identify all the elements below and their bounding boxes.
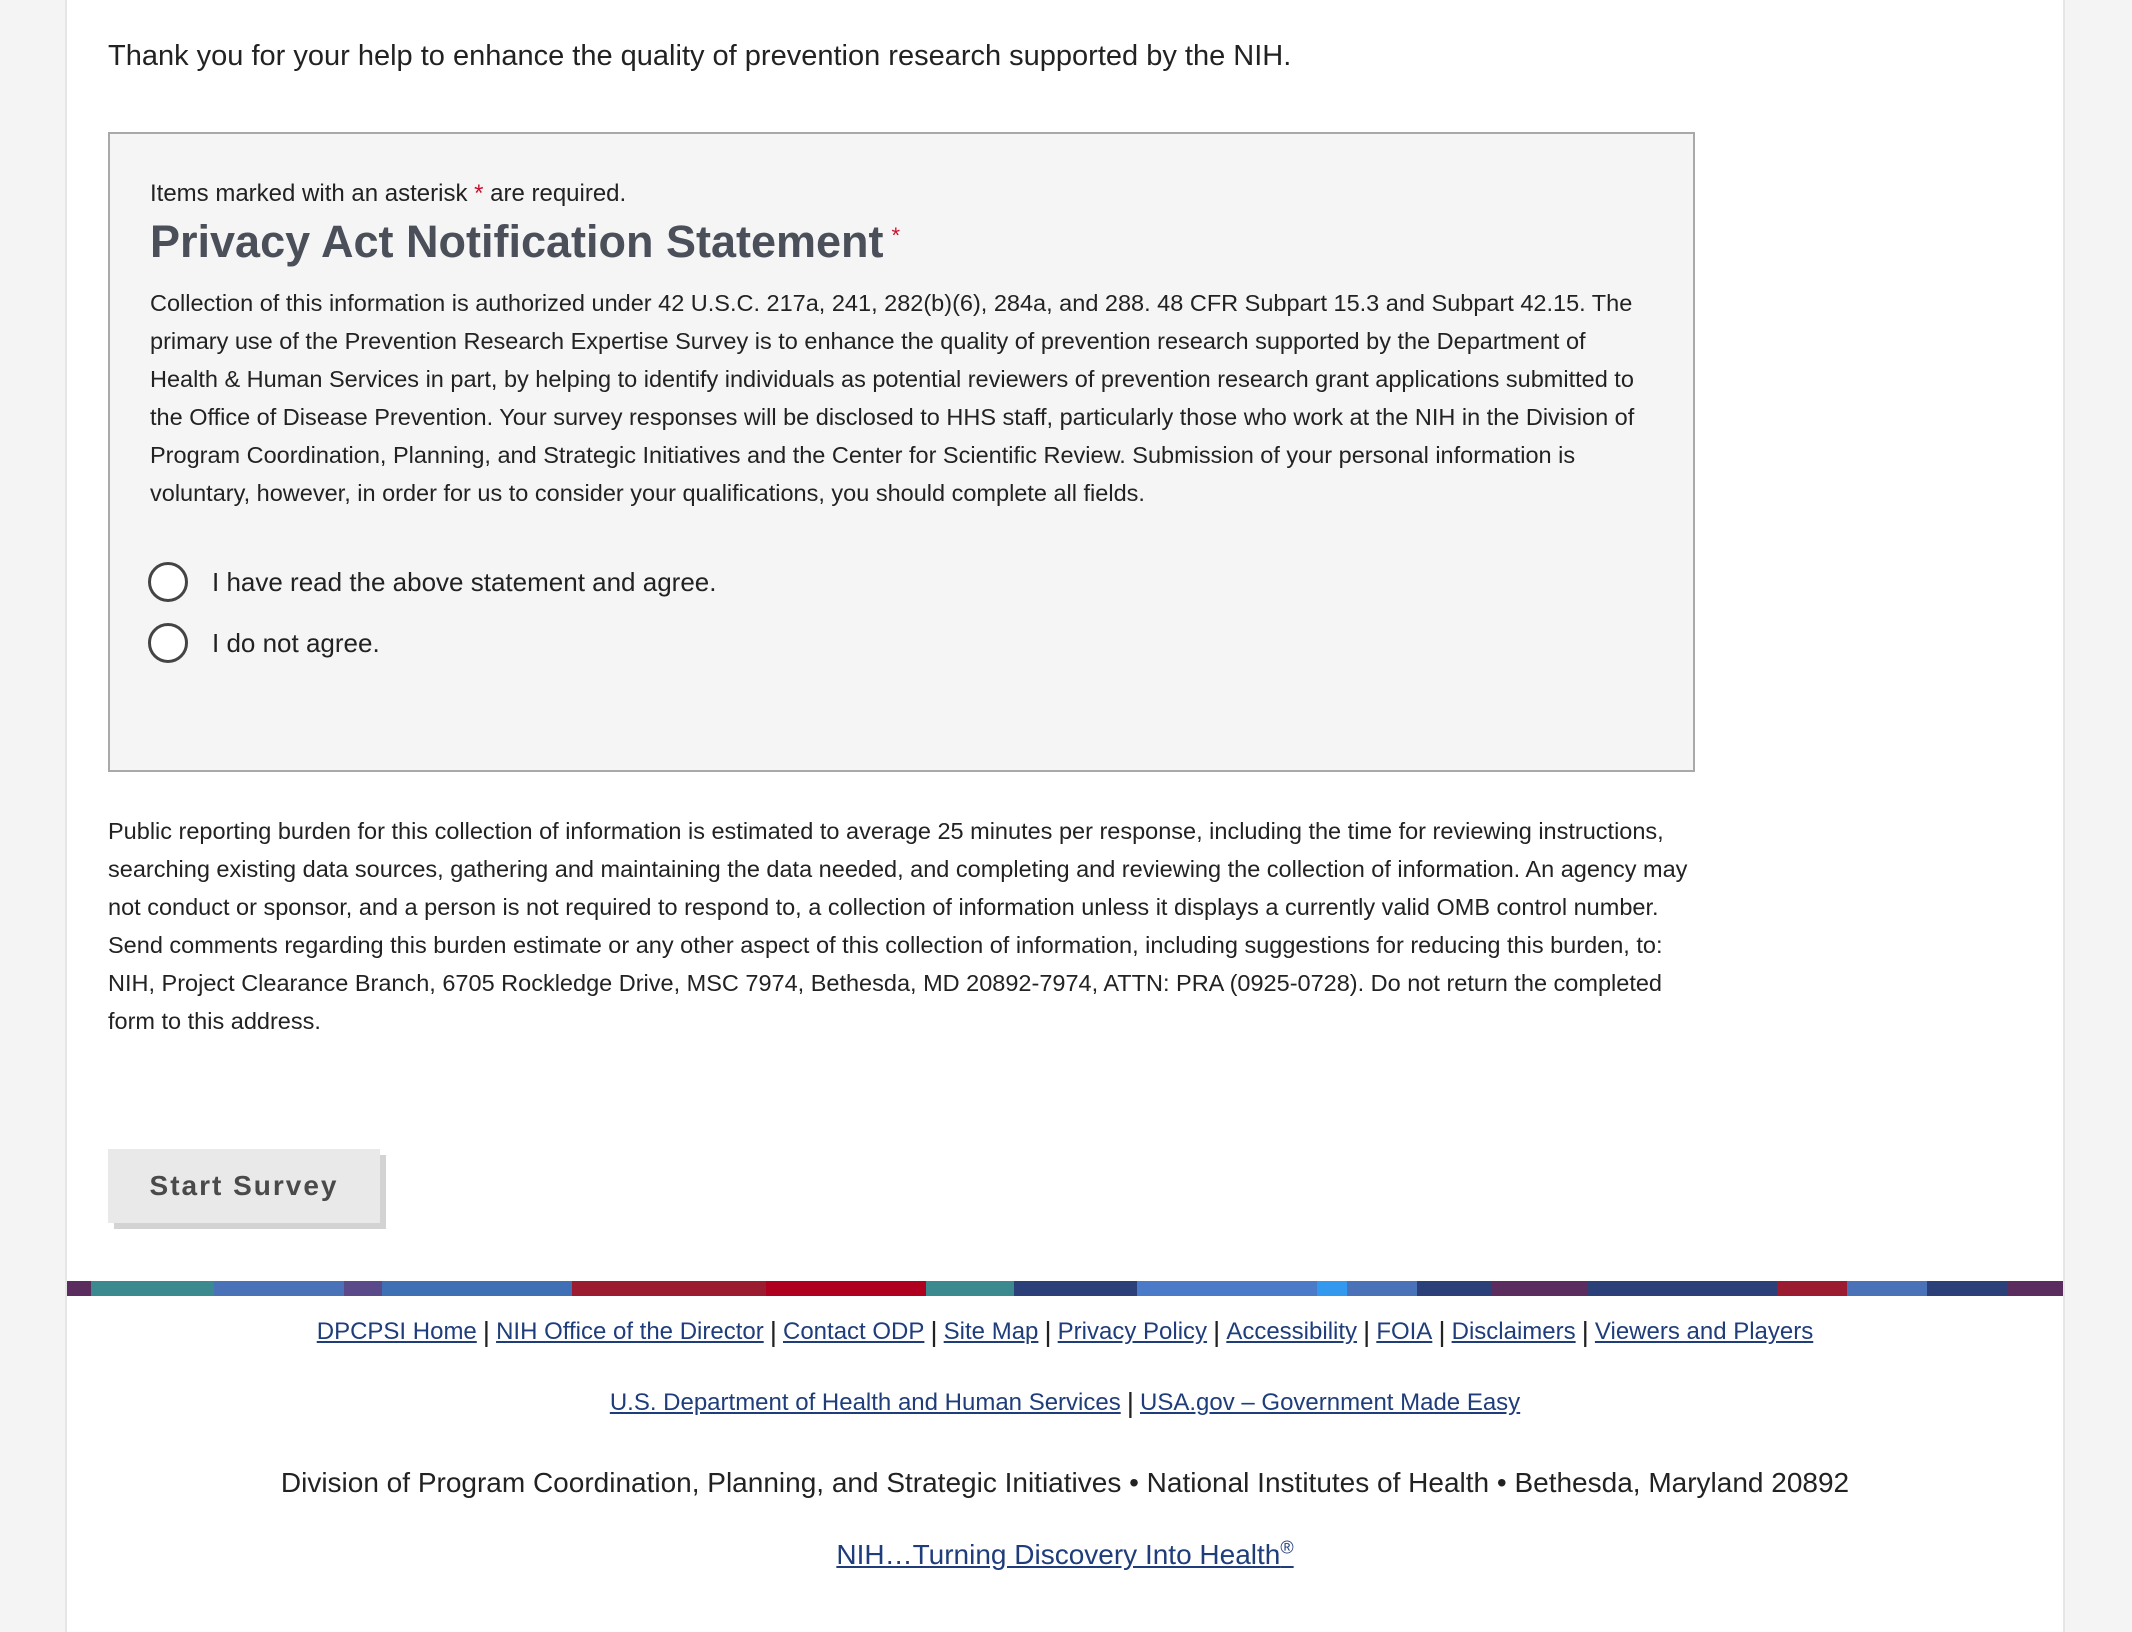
privacy-act-title-text: Privacy Act Notification Statement	[150, 216, 884, 267]
required-asterisk: *	[474, 180, 484, 207]
footer-separator: |	[1363, 1316, 1371, 1347]
radio-disagree-label[interactable]: I do not agree.	[212, 627, 380, 658]
footer-color-stripe	[67, 1281, 2063, 1296]
page-container	[65, 0, 2065, 1632]
nih-tagline	[67, 1538, 2063, 1571]
footer-link-hhs[interactable]: U.S. Department of Health and Human Services	[609, 1389, 1121, 1416]
footer-separator: |	[769, 1316, 777, 1347]
footer-separator: |	[1438, 1316, 1446, 1347]
footer-primary-links	[67, 1316, 2063, 1348]
footer-link-contact-odp[interactable]: Contact ODP	[783, 1318, 925, 1345]
footer-link-privacy-policy[interactable]: Privacy Policy	[1057, 1318, 1208, 1345]
footer-separator: |	[1213, 1316, 1221, 1347]
footer-separator: |	[930, 1316, 938, 1347]
required-fields-note	[150, 180, 626, 208]
footer-link-disclaimers[interactable]: Disclaimers	[1451, 1318, 1576, 1345]
privacy-consent-panel	[108, 132, 1695, 772]
footer-separator: |	[1044, 1316, 1052, 1347]
registered-mark: ®	[1280, 1538, 1294, 1558]
burden-statement: Public reporting burden for this collection of information is estimated to average 25 minutes per response, including the time for reviewing instructions, searching existing data sources, gathering and maintaining the data needed, and completing and reviewing the collection of information. An agency may not conduct or sponsor, and a person is not required to respond to, a collection of information unless it displays a currently valid OMB control number. Send comments regarding this burden estimate or any other aspect of this collection of information, including suggestions for reducing this burden, to: NIH, Project Clearance Branch, 6705 Rockledge Drive, MSC 7974, Bethesda, MD 20892-7974, ATTN: PRA (0925-0728). Do not return the completed form to this address.	[108, 818, 1688, 1034]
radio-agree-label[interactable]: I have read the above statement and agree.	[212, 566, 717, 597]
footer-separator: |	[1126, 1387, 1134, 1418]
footer-address: Division of Program Coordination, Planning, and Strategic Initiatives • National Institutes of Health • Bethesda, Maryland 20892	[280, 1467, 1850, 1498]
footer-link-usa-gov[interactable]: USA.gov – Government Made Easy	[1140, 1389, 1521, 1416]
privacy-act-statement: Collection of this information is authorized under 42 U.S.C. 217a, 241, 282(b)(6), 284a, and 288. 48 CFR Subpart 15.3 and Subpart 42.15. The primary use of the Prevention Research Expertise Survey is to enhance the quality of prevention research supported by the Department of Health & Human Services in part, by helping to identify individuals as potential reviewers of prevention research grant applications submitted to the Office of Disease Prevention. Your survey responses will be disclosed to HHS staff, particularly those who work at the NIH in the Division of Program Coordination, Planning, and Strategic Initiatives and the Center for Scientific Review. Submission of your personal information is voluntary, however, in order for us to consider your qualifications, you should complete all fields.	[150, 290, 1635, 506]
thank-you-text: Thank you for your help to enhance the quality of prevention research supported by the NIH.	[108, 40, 1292, 72]
radio-option-agree[interactable]	[148, 559, 716, 605]
footer-link-accessibility[interactable]: Accessibility	[1226, 1318, 1358, 1345]
required-asterisk: *	[891, 223, 901, 248]
radio-option-disagree[interactable]	[148, 620, 380, 666]
footer-secondary-links	[67, 1387, 2063, 1419]
footer-link-dpcpsi-home[interactable]: DPCPSI Home	[316, 1318, 477, 1345]
footer-link-viewers-players[interactable]: Viewers and Players	[1594, 1318, 1814, 1345]
footer-separator: |	[482, 1316, 491, 1347]
required-note-text-end: are required.	[483, 180, 627, 207]
radio-agree-button[interactable]	[148, 562, 188, 602]
footer-link-site-map[interactable]: Site Map	[943, 1318, 1039, 1345]
radio-disagree-button[interactable]	[148, 623, 188, 663]
privacy-act-title	[150, 216, 900, 268]
nih-tagline-link[interactable]	[836, 1539, 1293, 1570]
start-survey-button[interactable]: Start Survey	[108, 1149, 380, 1223]
nih-tagline-text[interactable]: NIH…Turning Discovery Into Health	[836, 1539, 1281, 1571]
footer-separator: |	[1581, 1316, 1589, 1347]
footer-link-foia[interactable]: FOIA	[1376, 1318, 1433, 1345]
footer-link-nih-office-director[interactable]: NIH Office of the Director	[496, 1318, 764, 1345]
required-note-text: Items marked with an asterisk	[150, 180, 475, 207]
